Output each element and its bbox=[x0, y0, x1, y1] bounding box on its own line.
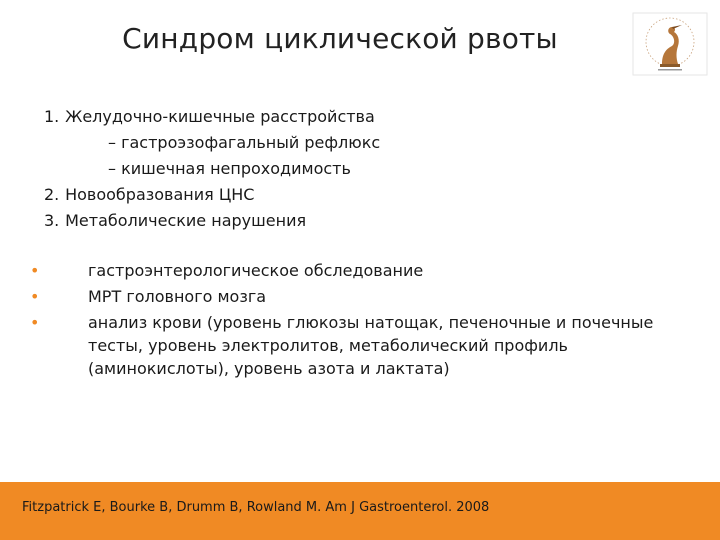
cause-number: 3. bbox=[44, 211, 60, 230]
exam-text: гастроэнтерологическое обследование bbox=[88, 261, 424, 280]
cause-number: 2. bbox=[44, 185, 60, 204]
footer-bar bbox=[0, 482, 720, 540]
bullet-icon: • bbox=[30, 261, 40, 280]
cause-subitem bbox=[44, 156, 684, 182]
exam-item bbox=[30, 311, 670, 380]
cause-text: Желудочно-кишечные расстройства bbox=[65, 107, 375, 126]
bullet-icon: • bbox=[30, 287, 40, 306]
cause-text: Новообразования ЦНС bbox=[65, 185, 255, 204]
exam-list bbox=[30, 259, 670, 383]
cause-number: 1. bbox=[44, 107, 60, 126]
exam-text: анализ крови (уровень глюкозы натощак, печеночные и почечные тесты, уровень электролитов, метаболический профиль (аминокислоты), уровень азота и лактата) bbox=[88, 313, 654, 378]
bullet-icon: • bbox=[30, 313, 40, 332]
heron-logo-icon bbox=[632, 12, 708, 76]
slide-title: Синдром циклической рвоты bbox=[122, 22, 558, 55]
reference-citation: Fitzpatrick E, Bourke B, Drumm B, Rowland M. Am J Gastroenterol. 2008 bbox=[22, 500, 490, 515]
cause-item bbox=[44, 182, 684, 208]
cause-text: Метаболические нарушения bbox=[65, 211, 307, 230]
subitem-text: – кишечная непроходимость bbox=[108, 159, 351, 178]
cause-item bbox=[44, 208, 684, 234]
cause-item bbox=[44, 104, 684, 130]
exam-item bbox=[30, 259, 670, 282]
exam-text: МРТ головного мозга bbox=[88, 287, 267, 306]
subitem-text: – гастроэзофагальный рефлюкс bbox=[108, 133, 381, 152]
causes-list bbox=[44, 104, 684, 234]
cause-subitem bbox=[44, 130, 684, 156]
exam-item bbox=[30, 285, 670, 308]
